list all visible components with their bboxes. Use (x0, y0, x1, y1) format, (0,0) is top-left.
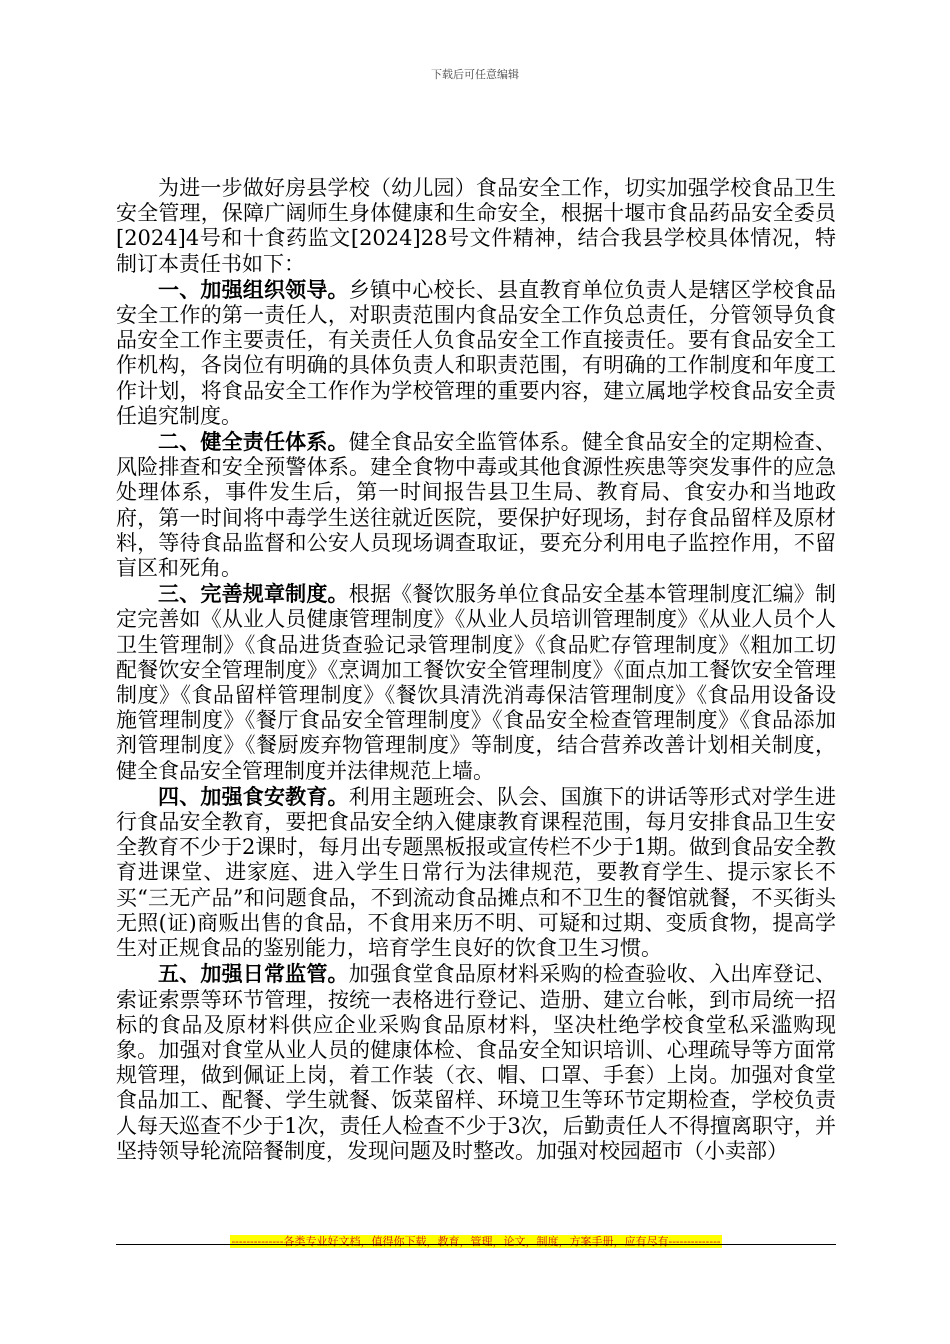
section-text: 乡镇中心校长、县直教育单位负责人是辖区学校食品安全工作的第一责任人，对职责范围内食品安全工作负总责任，分管领导负食品安全工作主要责任，有关责任人负食品安全工作直接责任。要有食品安全工作机构，各岗位有明确的具体负责人和职责范围，有明确的工作制度和年度工作计划，将食品安全工作作为学校管理的重要内容，建立属地学校食品安全责任追究制度。 (116, 277, 837, 428)
section-paragraph (116, 961, 836, 1164)
section-paragraph (116, 784, 836, 961)
section-title: 一、加强组织领导。 (158, 276, 349, 302)
section-title: 三、完善规章制度。 (158, 581, 349, 607)
intro-paragraph: 为进一步做好房县学校（幼儿园）食品安全工作，切实加强学校食品卫生安全管理，保障广阔师生身体健康和生命安全，根据十堰市食品药品安全委员[2024]4号和十食药监文[2024]28号文件精神，结合我县学校具体情况，特制订本责任书如下： (116, 176, 836, 276)
footer-text: --------------各类专业好文档，值得你下载，教育，管理，论文，制度，方案手册，应有尽有-------------- (231, 1235, 721, 1248)
section-paragraph (116, 581, 836, 784)
document-body (116, 176, 836, 1164)
section-title: 五、加强日常监管。 (158, 961, 349, 987)
footer-divider (116, 1244, 836, 1245)
page-header (0, 66, 950, 82)
section-paragraph (116, 277, 836, 429)
section-text: 加强食堂食品原材料采购的检查验收、入出库登记、索证索票等环节管理，按统一表格进行登记、造册、建立台帐，到市局统一招标的食品及原材料供应企业采购食品原材料，坚决杜绝学校食堂私采滥购现象。加强对食堂从业人员的健康体检、食品安全知识培训、心理疏导等方面常规管理，做到佩证上岗，着工作装（衣、帽、口罩、手套）上岗。加强对食堂食品加工、配餐、学生就餐、饭菜留样、环境卫生等环节定期检查，学校负责人每天巡查不少于1次，责任人检查不少于3次，后勤责任人不得擅离职守，并坚持领导轮流陪餐制度，发现问题及时整改。加强对校园超市（小卖部） (116, 962, 837, 1163)
section-text: 利用主题班会、队会、国旗下的讲话等形式对学生进行食品安全教育，要把食品安全纳入健康教育课程范围，每月安排食品卫生安全教育不少于2课时，每月出专题黑板报或宣传栏不少于1期。做到食品安全教育进课堂、进家庭、进入学生日常行为法律规范，要教育学生、提示家长不买“三无产品”和问题食品，不到流动食品摊点和不卫生的餐馆就餐，不买街头无照(证)商贩出售的食品，不食用来历不明、可疑和过期、变质食物，提高学生对正规食品的鉴别能力，培育学生良好的饮食卫生习惯。 (116, 784, 837, 961)
section-text: 健全食品安全监管体系。健全食品安全的定期检查、风险排查和安全预警体系。建全食物中毒或其他食源性疾患等突发事件的应急处理体系，事件发生后，第一时间报告县卫生局、教育局、食安办和当地政府，第一时间将中毒学生送往就近医院，要保护好现场，封存食品留样及原材料，等待食品监督和公安人员现场调查取证，要充分利用电子监控作用，不留盲区和死角。 (116, 430, 837, 581)
header-text: 下载后可任意编辑 (431, 68, 519, 81)
section-paragraph (116, 429, 836, 581)
section-title: 四、加强食安教育。 (158, 783, 349, 809)
section-title: 二、健全责任体系。 (158, 429, 349, 455)
footer-banner (116, 1230, 836, 1249)
section-text: 根据《餐饮服务单位食品安全基本管理制度汇编》制定完善如《从业人员健康管理制度》《从业人员培训管理制度》《从业人员个人卫生管理制》《食品进货查验记录管理制度》《食品贮存管理制度》《粗加工切配餐饮安全管理制度》《烹调加工餐饮安全管理制度》《面点加工餐饮安全管理制度》《食品留样管理制度》《餐饮具清洗消毒保洁管理制度》《食品用设备设施管理制度》《餐厅食品安全管理制度》《食品安全检查管理制度》《食品添加剂管理制度》《餐厨废弃物管理制度》等制度，结合营养改善计划相关制度，健全食品安全管理制度并法律规范上墙。 (116, 582, 837, 783)
